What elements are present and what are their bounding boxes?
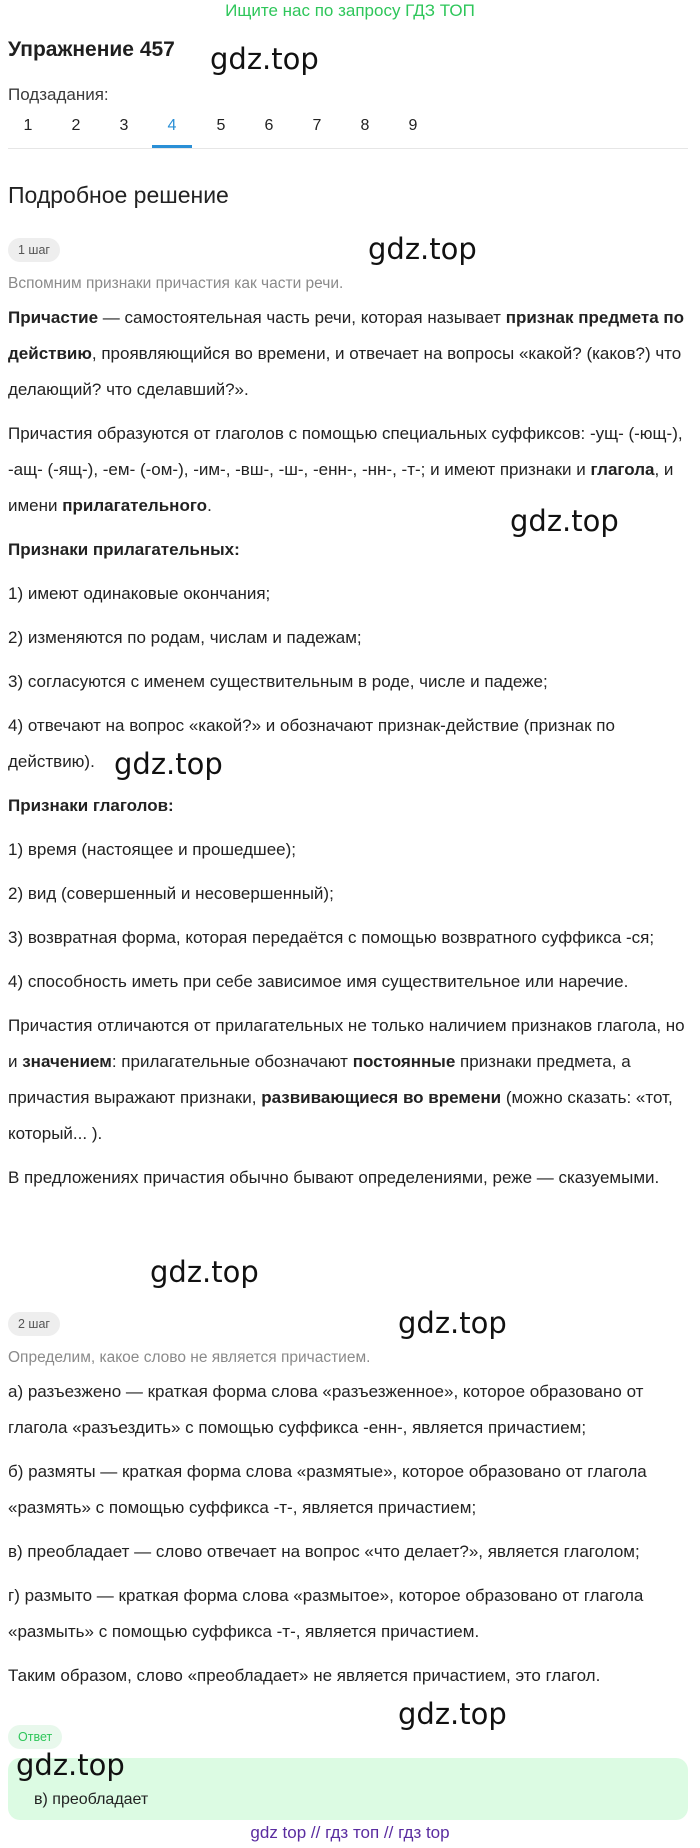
- paragraph: В предложениях причастия обычно бывают определениями, реже — сказуемыми.: [8, 1168, 660, 1187]
- subtask-tabs: [8, 112, 688, 149]
- list-item: 1) время (настоящее и прошедшее);: [8, 840, 296, 859]
- list-item: а) разъезжено — краткая форма слова «разъезженное», которое образовано от глагола «разъездить» с помощью суффикса -енн-, является причастием;: [8, 1382, 644, 1437]
- list-item: 3) возвратная форма, которая передаётся с помощью возвратного суффикса -ся;: [8, 928, 655, 947]
- subtasks-label: Подзадания:: [8, 85, 109, 104]
- exercise-title: Упражнение 457: [8, 38, 175, 61]
- subtask-tab-9[interactable]: 9: [408, 117, 418, 134]
- solution-heading: Подробное решение: [8, 182, 229, 208]
- subtask-tab-3[interactable]: 3: [119, 117, 129, 134]
- list-item: 3) согласуются с именем существительным в роде, числе и падеже;: [8, 672, 548, 691]
- subtask-tab-2[interactable]: 2: [71, 117, 81, 134]
- footer-links[interactable]: gdz top // гдз топ // гдз top: [250, 1823, 450, 1842]
- step2-content: [8, 1374, 692, 1702]
- verb-heading: Признаки глаголов:: [8, 796, 174, 815]
- step1-intro: Вспомним признаки причастия как части речи.: [8, 275, 344, 292]
- top-banner: Ищите нас по запросу ГДЗ ТОП: [225, 1, 475, 20]
- step1-label: 1 шаг: [8, 238, 60, 262]
- watermark: gdz.top: [398, 1306, 507, 1340]
- step2-intro: Определим, какое слово не является причастием.: [8, 1349, 371, 1366]
- conclusion: Таким образом, слово «преобладает» не является причастием, это глагол.: [8, 1666, 601, 1685]
- list-item: б) размяты — краткая форма слова «размятые», которое образовано от глагола «размять» с помощью суффикса -т-, является причастием;: [8, 1462, 647, 1517]
- watermark: gdz.top: [210, 42, 319, 76]
- adjective-heading: Признаки прилагательных:: [8, 540, 240, 559]
- subtask-tab-6[interactable]: 6: [264, 117, 274, 134]
- watermark: gdz.top: [368, 232, 477, 266]
- list-item: 2) вид (совершенный и несовершенный);: [8, 884, 334, 903]
- list-item: 4) отвечают на вопрос «какой?» и обозначают признак-действие (признак по действию).: [8, 716, 615, 771]
- subtask-tab-1[interactable]: 1: [23, 117, 33, 134]
- list-item: 4) способность иметь при себе зависимое имя существительное или наречие.: [8, 972, 629, 991]
- watermark: gdz.top: [150, 1255, 259, 1289]
- list-item: в) преобладает — слово отвечает на вопрос «что делает?», является глаголом;: [8, 1542, 640, 1561]
- paragraph: Причастия образуются от глаголов с помощью специальных суффиксов: -ущ- (-ющ-), -ащ- (-ящ-), -ем- (-ом-), -им-, -вш-, -ш-, -енн-, -нн-, -т-; и имеют признаки и глагола, и имени прилагательного.: [8, 424, 683, 515]
- list-item: 2) изменяются по родам, числам и падежам;: [8, 628, 362, 647]
- watermark: gdz.top: [16, 1748, 125, 1782]
- subtask-tab-4[interactable]: 4: [152, 112, 192, 148]
- answer-label: Ответ: [8, 1725, 62, 1749]
- step2-label: 2 шаг: [8, 1312, 60, 1336]
- watermark: gdz.top: [114, 747, 223, 781]
- list-item: 1) имеют одинаковые окончания;: [8, 584, 271, 603]
- answer-text: в) преобладает: [34, 1791, 149, 1808]
- subtask-tab-8[interactable]: 8: [360, 117, 370, 134]
- list-item: г) размыто — краткая форма слова «размытое», которое образовано от глагола «размыть» с помощью суффикса -т-, является причастием.: [8, 1586, 644, 1641]
- watermark: gdz.top: [510, 504, 619, 538]
- subtask-tab-5[interactable]: 5: [216, 117, 226, 134]
- paragraph: Причастие — самостоятельная часть речи, которая называет признак предмета по действию, проявляющийся во времени, и отвечает на вопросы «какой? (каков?) что делающий? что сделавший?».: [8, 308, 685, 399]
- paragraph: Причастия отличаются от прилагательных не только наличием признаков глагола, но и значением: прилагательные обозначают постоянные признаки предмета, а причастия выражают признаки, развивающиеся во времени (можно сказать: «тот, который... ).: [8, 1016, 685, 1143]
- step1-content: [8, 300, 692, 1204]
- subtask-tab-7[interactable]: 7: [312, 117, 322, 134]
- watermark: gdz.top: [398, 1697, 507, 1731]
